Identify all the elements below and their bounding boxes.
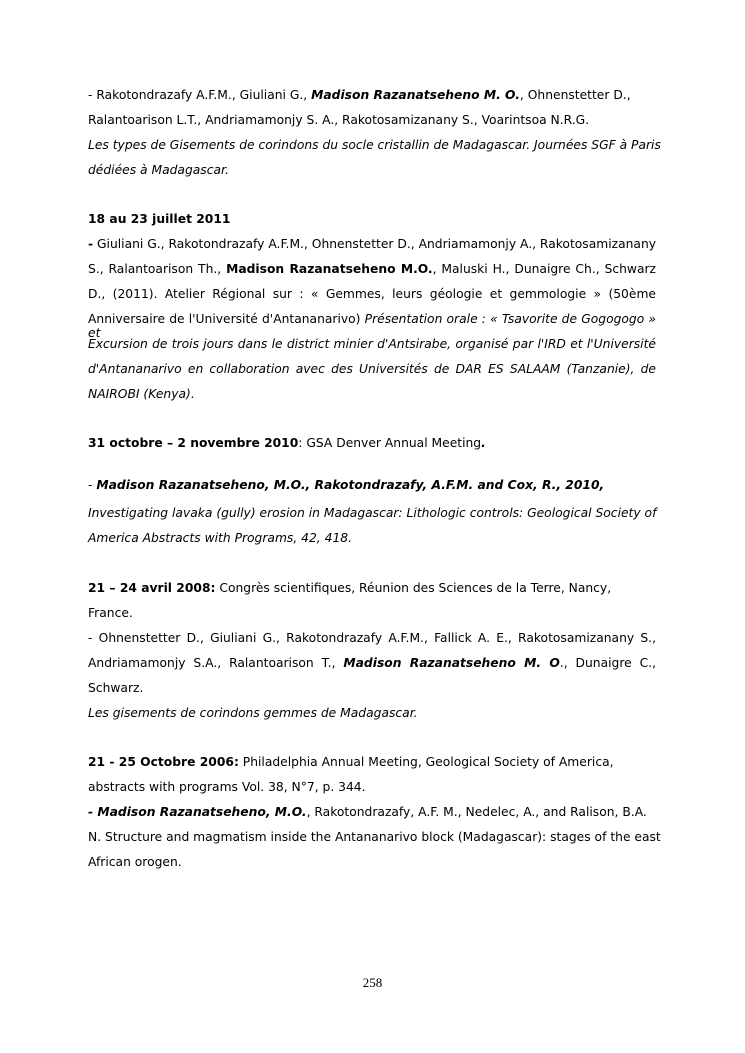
entry2-line5: Excursion de trois jours dans le district minier d'Antsirabe, organisé par l'IRD et l'Université [88, 337, 656, 351]
entry4-line2: France. [88, 606, 133, 620]
entry2-line7: NAIROBI (Kenya). [88, 387, 195, 401]
entry3-authors: - Madison Razanatseheno, M.O., Rakotondrazafy, A.F.M. and Cox, R., 2010, [88, 478, 605, 492]
author-highlight: Madison Razanatseheno, M.O., Rakotondrazafy, A.F.M. and Cox, R., 2010, [96, 478, 605, 492]
entry3-date: 31 octobre – 2 novembre 2010 [88, 436, 299, 450]
entry2-date: 18 au 23 juillet 2011 [88, 212, 231, 226]
entry1-title-cont: dédiées à Madagascar. [88, 163, 229, 177]
entry3-header: 31 octobre – 2 novembre 2010: GSA Denver Annual Meeting. [88, 436, 486, 450]
entry3-title: Investigating lavaka (gully) erosion in Madagascar: Lithologic controls: Geological Society of [88, 506, 657, 520]
entry4-line5: Schwarz. [88, 681, 144, 695]
entry5-line5: African orogen. [88, 855, 182, 869]
entry2-line3: D., (2011). Atelier Régional sur : « Gemmes, leurs géologie et gemmologie » (50ème [88, 287, 656, 301]
entry1-title: Les types de Gisements de corindons du socle cristallin de Madagascar. Journées SGF à Paris [88, 138, 661, 152]
author-highlight: Madison Razanatseheno M. O [343, 656, 560, 670]
entry4-line4: Andriamamonjy S.A., Ralantoarison T., Madison Razanatseheno M. O., Dunaigre C., [88, 656, 656, 670]
entry4-line3: - Ohnenstetter D., Giuliani G., Rakotondrazafy A.F.M., Fallick A. E., Rakotosamizanany S., [88, 631, 656, 645]
entry4-date: 21 – 24 avril 2008: [88, 581, 216, 595]
entry2-line2: S., Ralantoarison Th., Madison Razanatseheno M.O., Maluski H., Dunaigre Ch., Schwarz [88, 262, 656, 276]
page-number: 258 [362, 975, 383, 990]
entry5-line4: N. Structure and magmatism inside the Antananarivo block (Madagascar): stages of the east [88, 830, 661, 844]
author-highlight: - Madison Razanatseheno, M.O. [88, 805, 307, 819]
entry5-line2: abstracts with programs Vol. 38, N°7, p. 344. [88, 780, 366, 794]
entry2-line4: Anniversaire de l'Université d'Antananarivo) Présentation orale : « Tsavorite de Gogogogo » et [88, 312, 657, 340]
entry2-line6: d'Antananarivo en collaboration avec des Universités de DAR ES SALAAM (Tanzanie), de [88, 362, 656, 376]
author-highlight: Madison Razanatseheno M.O. [226, 262, 433, 276]
entry1-line2: Ralantoarison L.T., Andriamamonjy S. A., Rakotosamizanany S., Voarintsoa N.R.G. [88, 113, 590, 127]
entry5-header: 21 - 25 Octobre 2006: Philadelphia Annual Meeting, Geological Society of America, [88, 755, 614, 769]
author-highlight: Madison Razanatseheno M. O. [311, 88, 520, 102]
entry4-header: 21 – 24 avril 2008: Congrès scientifiques, Réunion des Sciences de la Terre, Nancy, [88, 581, 612, 595]
entry3-title-cont: America Abstracts with Programs, 42, 418. [88, 531, 353, 545]
entry4-title: Les gisements de corindons gemmes de Madagascar. [88, 706, 418, 720]
entry5-line3: - Madison Razanatseheno, M.O., Rakotondrazafy, A.F. M., Nedelec, A., and Ralison, B.A. [88, 805, 647, 819]
entry5-date: 21 - 25 Octobre 2006: [88, 755, 239, 769]
entry1-line1: - Rakotondrazafy A.F.M., Giuliani G., Madison Razanatseheno M. O., Ohnenstetter D., [88, 88, 631, 102]
entry2-line1: - Giuliani G., Rakotondrazafy A.F.M., Ohnenstetter D., Andriamamonjy A., Rakotosamizanany [88, 237, 657, 251]
